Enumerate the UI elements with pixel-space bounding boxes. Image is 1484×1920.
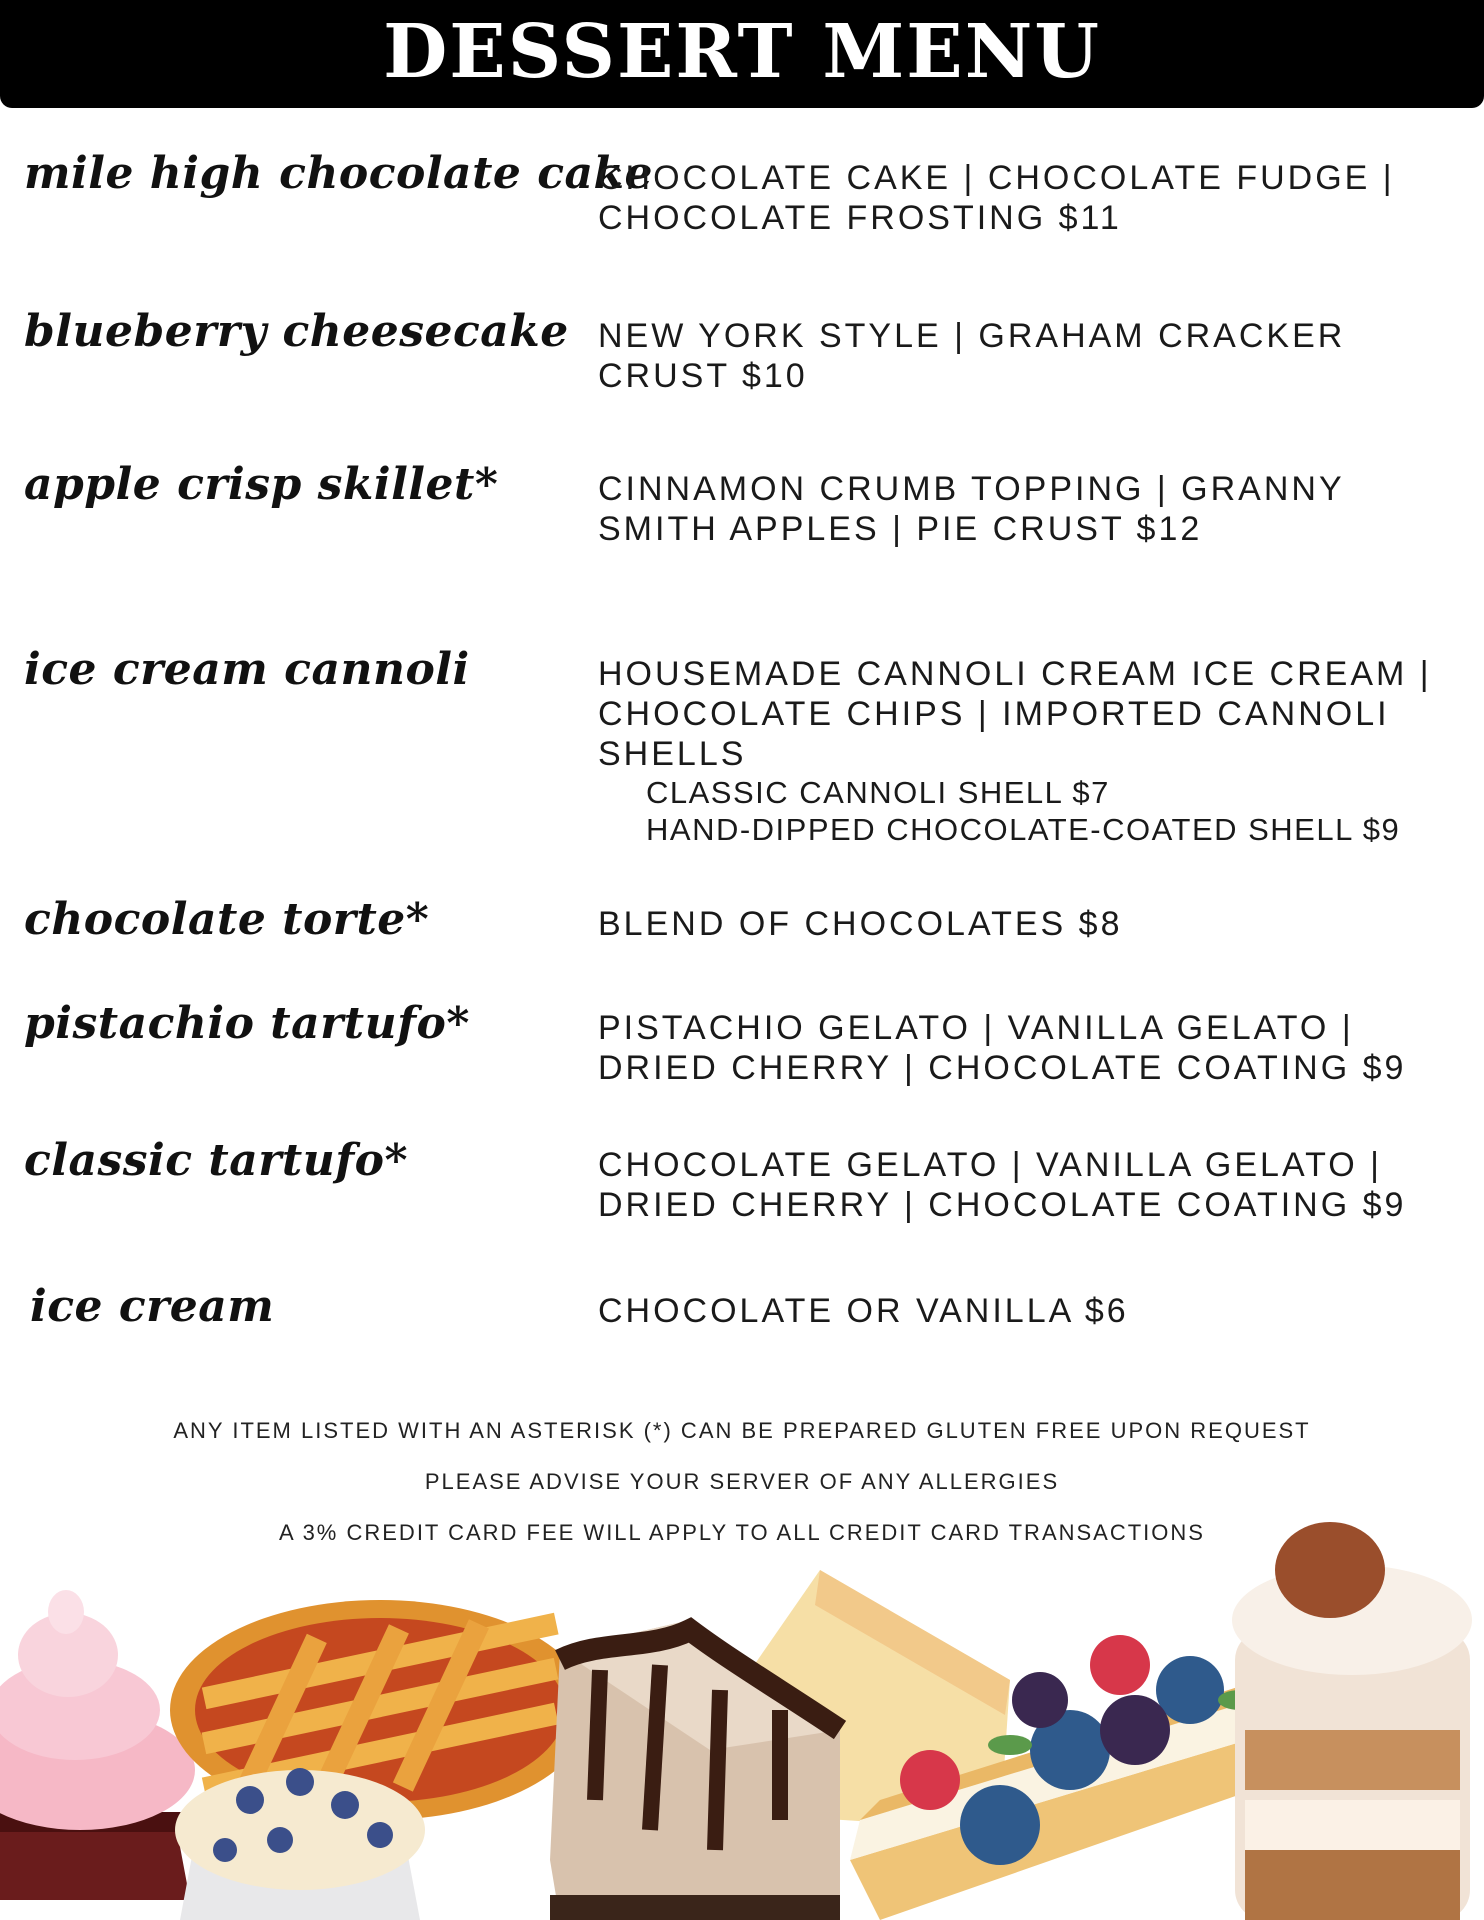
option-line: CLASSIC CANNOLI SHELL $7	[646, 775, 1110, 810]
desc-line: CINNAMON CRUMB TOPPING | GRANNY	[598, 470, 1345, 508]
menu-title: DESSERT MENU	[383, 9, 1101, 95]
option-line: HAND-DIPPED CHOCOLATE-COATED SHELL $9	[646, 812, 1401, 847]
item-description	[598, 1008, 1458, 1088]
header-bar	[0, 0, 1484, 108]
desc-line: CHOCOLATE FROSTING $11	[598, 199, 1122, 237]
item-description	[598, 904, 1458, 944]
desc-line: CHOCOLATE CHIPS | IMPORTED CANNOLI	[598, 695, 1390, 733]
item-name: mile high chocolate cake	[24, 148, 653, 199]
desc-line: DRIED CHERRY | CHOCOLATE COATING $9	[598, 1049, 1407, 1087]
desc-line: PISTACHIO GELATO | VANILLA GELATO |	[598, 1009, 1354, 1047]
item-description	[598, 469, 1458, 549]
blueberry-muffin-image	[175, 1768, 425, 1920]
item-name: ice cream cannoli	[24, 644, 470, 695]
note-gluten-free: ANY ITEM LISTED WITH AN ASTERISK (*) CAN BE PREPARED GLUTEN FREE UPON REQUEST	[173, 1418, 1311, 1443]
desc-line: DRIED CHERRY | CHOCOLATE COATING $9	[598, 1186, 1407, 1224]
desc-line: CHOCOLATE CAKE | CHOCOLATE FUDGE |	[598, 159, 1395, 197]
note-allergies: PLEASE ADVISE YOUR SERVER OF ANY ALLERGIES	[424, 1469, 1060, 1494]
desc-line: HOUSEMADE CANNOLI CREAM ICE CREAM |	[598, 655, 1432, 693]
item-name: apple crisp skillet*	[24, 459, 499, 510]
desc-line: BLEND OF CHOCOLATES $8	[598, 905, 1123, 943]
item-description	[598, 1145, 1458, 1225]
note-credit-card-fee: A 3% CREDIT CARD FEE WILL APPLY TO ALL CREDIT CARD TRANSACTIONS	[279, 1520, 1205, 1545]
dessert-illustration	[0, 1500, 1484, 1920]
tiramisu-cup-image	[1232, 1522, 1472, 1920]
desc-line: CRUST $10	[598, 357, 808, 395]
item-description	[598, 1291, 1458, 1331]
item-description	[598, 654, 1458, 848]
item-description	[598, 158, 1458, 238]
desc-line: CHOCOLATE OR VANILLA $6	[598, 1292, 1129, 1330]
item-name: pistachio tartufo*	[24, 998, 470, 1049]
desc-line: CHOCOLATE GELATO | VANILLA GELATO |	[598, 1146, 1382, 1184]
item-name: chocolate torte*	[24, 894, 430, 945]
cupcake-image	[0, 1590, 196, 1900]
item-name: ice cream	[30, 1281, 275, 1332]
desc-line: SHELLS	[598, 735, 747, 773]
item-name: blueberry cheesecake	[24, 306, 569, 357]
desc-line: NEW YORK STYLE | GRAHAM CRACKER	[598, 317, 1346, 355]
item-description	[598, 316, 1458, 396]
item-name: classic tartufo*	[24, 1135, 408, 1186]
desc-line: SMITH APPLES | PIE CRUST $12	[598, 510, 1203, 548]
